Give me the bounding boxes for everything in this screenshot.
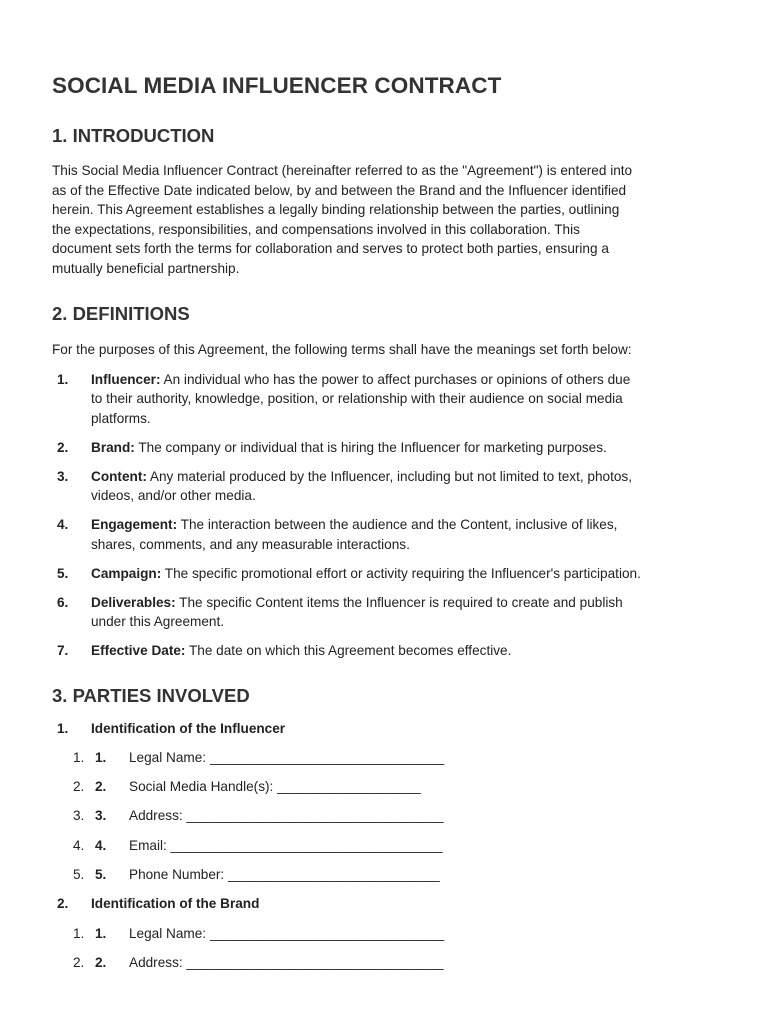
definition-term: Engagement: bbox=[91, 517, 178, 532]
introduction-paragraph bbox=[52, 161, 722, 278]
influencer-address-field[interactable] bbox=[52, 806, 722, 826]
definition-item-deliverables bbox=[52, 593, 722, 632]
definition-text: The company or individual that is hiring the Influencer for marketing purposes. bbox=[134, 439, 607, 455]
party-label: Identification of the Influencer bbox=[91, 720, 286, 736]
definition-text: The specific promotional effort or activity requiring the Influencer's participation. bbox=[161, 565, 641, 581]
field-inner-number: 2. bbox=[95, 954, 107, 970]
field-inner-number: 1. bbox=[95, 925, 107, 941]
introduction-line: as of the Effective Date indicated below, by and between the Brand and the Influencer identified bbox=[52, 182, 627, 198]
definition-text: platforms. bbox=[91, 410, 151, 426]
definition-item-influencer bbox=[52, 370, 722, 429]
definition-text: shares, comments, and any measurable interactions. bbox=[91, 536, 410, 552]
introduction-line: document sets forth the terms for collaboration and serves to protect both parties, ensuring a bbox=[52, 241, 609, 256]
definition-number: 3. bbox=[57, 468, 69, 484]
field-outer-number: 2. bbox=[73, 779, 85, 795]
field-inner-number: 4. bbox=[95, 837, 107, 853]
section-heading-parties: 3. PARTIES INVOLVED bbox=[52, 684, 250, 706]
definition-item-engagement bbox=[52, 515, 722, 554]
brand-address-field[interactable] bbox=[52, 953, 722, 973]
definition-number: 6. bbox=[57, 594, 69, 610]
field-text: Phone Number: ____________________________ bbox=[129, 866, 440, 882]
definition-text: to their authority, knowledge, position, or relationship with their audience on social media bbox=[91, 391, 623, 406]
party-brand-heading bbox=[52, 894, 722, 914]
definition-term: Brand: bbox=[91, 439, 135, 455]
influencer-social-handle-field[interactable] bbox=[52, 777, 722, 797]
influencer-legal-name-field[interactable] bbox=[52, 748, 722, 768]
definitions-list bbox=[52, 370, 722, 661]
definition-number: 5. bbox=[57, 565, 69, 581]
party-label: Identification of the Brand bbox=[91, 896, 260, 912]
definition-item-campaign bbox=[52, 564, 722, 584]
definition-item-effective-date bbox=[52, 641, 722, 661]
definition-number: 2. bbox=[57, 439, 69, 455]
field-text: Address: __________________________________ bbox=[129, 808, 444, 824]
field-inner-number: 5. bbox=[95, 866, 107, 882]
influencer-phone-field[interactable] bbox=[52, 865, 722, 885]
definition-number: 4. bbox=[57, 517, 69, 532]
field-outer-number: 5. bbox=[73, 866, 85, 882]
brand-legal-name-field[interactable] bbox=[52, 924, 722, 944]
document-title: SOCIAL MEDIA INFLUENCER CONTRACT bbox=[52, 73, 502, 98]
document-page bbox=[52, 70, 722, 972]
definition-text: An individual who has the power to affect purchases or opinions of others due bbox=[160, 371, 631, 387]
definition-item-content bbox=[52, 467, 722, 506]
party-number: 2. bbox=[57, 896, 69, 912]
introduction-line: the expectations, responsibilities, and compensations involved in this collaboration. This bbox=[52, 221, 580, 237]
definition-number: 7. bbox=[57, 643, 69, 658]
party-influencer-heading bbox=[52, 719, 722, 739]
introduction-line: This Social Media Influencer Contract (hereinafter referred to as the "Agreement") is entered into bbox=[52, 163, 633, 178]
definition-text: videos, and/or other media. bbox=[91, 488, 256, 503]
field-text: Legal Name: _______________________________ bbox=[129, 749, 445, 765]
field-outer-number: 1. bbox=[73, 749, 85, 765]
definition-text: The date on which this Agreement becomes effective. bbox=[185, 643, 512, 658]
definitions-intro: For the purposes of this Agreement, the following terms shall have the meanings set forth below: bbox=[52, 342, 632, 357]
field-text: Email: ____________________________________ bbox=[129, 837, 443, 853]
party-number: 1. bbox=[57, 720, 69, 736]
field-inner-number: 2. bbox=[95, 779, 107, 795]
field-text: Legal Name: _______________________________ bbox=[129, 925, 445, 941]
field-outer-number: 4. bbox=[73, 837, 85, 853]
definition-term: Effective Date: bbox=[91, 643, 186, 658]
section-heading-definitions: 2. DEFINITIONS bbox=[52, 303, 190, 324]
definition-text: Any material produced by the Influencer, including but not limited to text, photos, bbox=[146, 468, 633, 484]
introduction-line: mutually beneficial partnership. bbox=[52, 260, 240, 276]
field-text: Social Media Handle(s): ___________________ bbox=[129, 779, 421, 795]
definition-text: The specific Content items the Influencer is required to create and publish bbox=[175, 594, 623, 610]
field-inner-number: 3. bbox=[95, 808, 107, 824]
definition-text: under this Agreement. bbox=[91, 614, 224, 629]
field-text: Address: __________________________________ bbox=[129, 954, 444, 970]
definition-item-brand bbox=[52, 438, 722, 458]
party-influencer-group bbox=[52, 719, 722, 885]
field-outer-number: 2. bbox=[73, 954, 85, 970]
definition-term: Campaign: bbox=[91, 565, 162, 581]
field-outer-number: 3. bbox=[73, 808, 85, 824]
definition-number: 1. bbox=[57, 371, 69, 387]
field-outer-number: 1. bbox=[73, 925, 85, 941]
definition-term: Content: bbox=[91, 468, 147, 484]
party-brand-group bbox=[52, 894, 722, 972]
definition-text: The interaction between the audience and the Content, inclusive of likes, bbox=[177, 517, 618, 532]
definition-term: Influencer: bbox=[91, 371, 161, 387]
section-heading-introduction: 1. INTRODUCTION bbox=[52, 125, 215, 146]
influencer-email-field[interactable] bbox=[52, 836, 722, 856]
field-inner-number: 1. bbox=[95, 749, 107, 765]
introduction-line: herein. This Agreement establishes a legally binding relationship between the parties, outlining bbox=[52, 202, 620, 217]
definition-term: Deliverables: bbox=[91, 594, 176, 610]
